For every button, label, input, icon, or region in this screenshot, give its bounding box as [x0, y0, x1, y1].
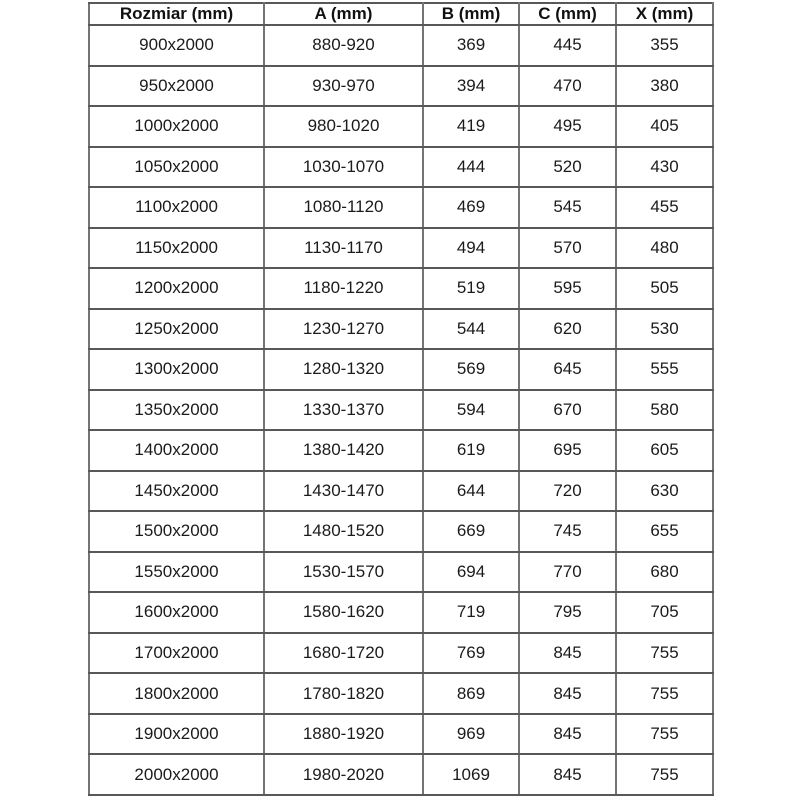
- cell-b: 419: [423, 106, 519, 147]
- cell-b: 644: [423, 471, 519, 512]
- cell-c: 745: [519, 511, 616, 552]
- cell-a: 1430-1470: [264, 471, 423, 512]
- column-header-a: A (mm): [264, 3, 423, 25]
- table-row: [89, 309, 713, 350]
- cell-b: 519: [423, 268, 519, 309]
- cell-b: 769: [423, 633, 519, 674]
- cell-rozmiar: 1250x2000: [89, 309, 264, 350]
- cell-c: 795: [519, 592, 616, 633]
- cell-rozmiar: 1700x2000: [89, 633, 264, 674]
- cell-b: 869: [423, 673, 519, 714]
- header-row: [89, 3, 713, 25]
- cell-x: 605: [616, 430, 713, 471]
- cell-x: 655: [616, 511, 713, 552]
- cell-x: 480: [616, 228, 713, 269]
- cell-a: 1880-1920: [264, 714, 423, 755]
- cell-b: 494: [423, 228, 519, 269]
- table-row: [89, 106, 713, 147]
- column-header-c: C (mm): [519, 3, 616, 25]
- column-header-rozmiar: Rozmiar (mm): [89, 3, 264, 25]
- cell-a: 1980-2020: [264, 754, 423, 795]
- cell-rozmiar: 2000x2000: [89, 754, 264, 795]
- table-row: [89, 592, 713, 633]
- cell-a: 1180-1220: [264, 268, 423, 309]
- cell-rozmiar: 900x2000: [89, 25, 264, 66]
- cell-c: 495: [519, 106, 616, 147]
- table-row: [89, 25, 713, 66]
- table-row: [89, 754, 713, 795]
- cell-x: 380: [616, 66, 713, 107]
- cell-a: 1680-1720: [264, 633, 423, 674]
- cell-rozmiar: 1300x2000: [89, 349, 264, 390]
- cell-rozmiar: 1200x2000: [89, 268, 264, 309]
- cell-rozmiar: 1000x2000: [89, 106, 264, 147]
- cell-b: 694: [423, 552, 519, 593]
- cell-x: 580: [616, 390, 713, 431]
- column-header-x: X (mm): [616, 3, 713, 25]
- cell-a: 880-920: [264, 25, 423, 66]
- cell-c: 470: [519, 66, 616, 107]
- table-row: [89, 673, 713, 714]
- cell-x: 455: [616, 187, 713, 228]
- cell-rozmiar: 1600x2000: [89, 592, 264, 633]
- cell-x: 430: [616, 147, 713, 188]
- cell-c: 720: [519, 471, 616, 512]
- column-header-b: B (mm): [423, 3, 519, 25]
- cell-c: 670: [519, 390, 616, 431]
- cell-b: 969: [423, 714, 519, 755]
- cell-a: 1330-1370: [264, 390, 423, 431]
- table-row: [89, 147, 713, 188]
- table-row: [89, 511, 713, 552]
- cell-a: 1780-1820: [264, 673, 423, 714]
- table-row: [89, 714, 713, 755]
- cell-c: 445: [519, 25, 616, 66]
- cell-a: 930-970: [264, 66, 423, 107]
- cell-a: 980-1020: [264, 106, 423, 147]
- cell-b: 594: [423, 390, 519, 431]
- cell-c: 570: [519, 228, 616, 269]
- cell-rozmiar: 1350x2000: [89, 390, 264, 431]
- cell-a: 1080-1120: [264, 187, 423, 228]
- cell-a: 1280-1320: [264, 349, 423, 390]
- size-table: [88, 2, 714, 796]
- cell-x: 755: [616, 633, 713, 674]
- cell-a: 1230-1270: [264, 309, 423, 350]
- cell-x: 705: [616, 592, 713, 633]
- cell-a: 1030-1070: [264, 147, 423, 188]
- cell-b: 669: [423, 511, 519, 552]
- cell-rozmiar: 950x2000: [89, 66, 264, 107]
- cell-b: 369: [423, 25, 519, 66]
- cell-rozmiar: 1050x2000: [89, 147, 264, 188]
- cell-x: 355: [616, 25, 713, 66]
- size-table-container: [88, 2, 712, 796]
- cell-b: 394: [423, 66, 519, 107]
- cell-x: 755: [616, 673, 713, 714]
- cell-a: 1380-1420: [264, 430, 423, 471]
- cell-x: 555: [616, 349, 713, 390]
- table-row: [89, 228, 713, 269]
- cell-b: 719: [423, 592, 519, 633]
- cell-c: 845: [519, 714, 616, 755]
- cell-rozmiar: 1900x2000: [89, 714, 264, 755]
- cell-c: 845: [519, 633, 616, 674]
- table-row: [89, 268, 713, 309]
- cell-x: 530: [616, 309, 713, 350]
- cell-x: 755: [616, 754, 713, 795]
- cell-c: 545: [519, 187, 616, 228]
- cell-a: 1480-1520: [264, 511, 423, 552]
- cell-rozmiar: 1450x2000: [89, 471, 264, 512]
- cell-b: 469: [423, 187, 519, 228]
- cell-rozmiar: 1800x2000: [89, 673, 264, 714]
- table-row: [89, 552, 713, 593]
- cell-a: 1130-1170: [264, 228, 423, 269]
- cell-c: 620: [519, 309, 616, 350]
- table-row: [89, 471, 713, 512]
- cell-b: 569: [423, 349, 519, 390]
- table-row: [89, 66, 713, 107]
- cell-x: 680: [616, 552, 713, 593]
- cell-c: 595: [519, 268, 616, 309]
- cell-x: 505: [616, 268, 713, 309]
- cell-rozmiar: 1400x2000: [89, 430, 264, 471]
- cell-c: 645: [519, 349, 616, 390]
- cell-rozmiar: 1500x2000: [89, 511, 264, 552]
- table-row: [89, 633, 713, 674]
- cell-a: 1530-1570: [264, 552, 423, 593]
- cell-x: 405: [616, 106, 713, 147]
- cell-c: 520: [519, 147, 616, 188]
- cell-b: 544: [423, 309, 519, 350]
- cell-c: 695: [519, 430, 616, 471]
- cell-a: 1580-1620: [264, 592, 423, 633]
- table-row: [89, 349, 713, 390]
- cell-c: 770: [519, 552, 616, 593]
- cell-rozmiar: 1100x2000: [89, 187, 264, 228]
- table-row: [89, 430, 713, 471]
- table-row: [89, 187, 713, 228]
- cell-b: 619: [423, 430, 519, 471]
- cell-c: 845: [519, 754, 616, 795]
- cell-rozmiar: 1150x2000: [89, 228, 264, 269]
- cell-b: 1069: [423, 754, 519, 795]
- cell-x: 630: [616, 471, 713, 512]
- table-row: [89, 390, 713, 431]
- cell-x: 755: [616, 714, 713, 755]
- cell-rozmiar: 1550x2000: [89, 552, 264, 593]
- cell-c: 845: [519, 673, 616, 714]
- cell-b: 444: [423, 147, 519, 188]
